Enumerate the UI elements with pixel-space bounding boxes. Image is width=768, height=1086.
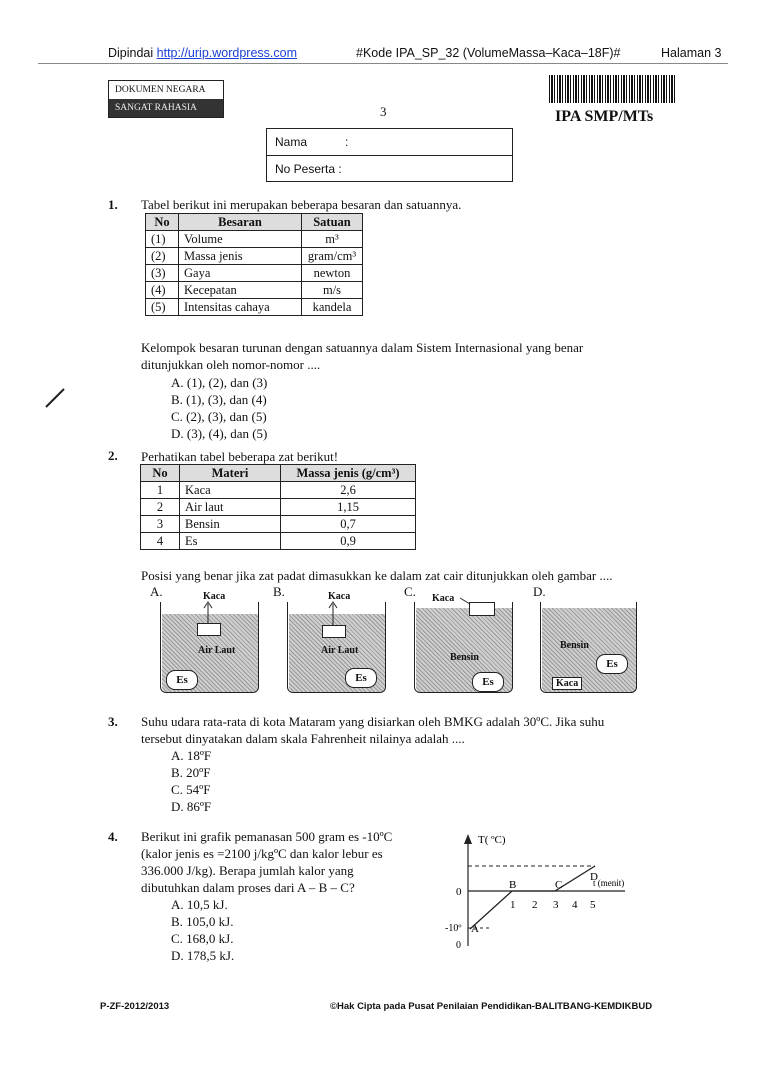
q3-option-c: C. 54ºF	[171, 782, 211, 797]
table-row: 2 Air laut 1,15	[141, 499, 416, 516]
identity-box	[266, 128, 513, 182]
pen-mark-icon	[40, 385, 70, 415]
figure-c-top-label: Kaca	[432, 593, 455, 604]
graph-x-tick-1: 1	[510, 899, 516, 911]
q4-line4: dibutuhkan dalam proses dari A – B – C?	[141, 880, 355, 895]
graph-x-tick-3: 3	[553, 899, 559, 911]
beaker-d-liquid-label: Bensin	[560, 640, 589, 651]
beaker-b-ice: Es	[345, 668, 377, 688]
beaker-c-ice: Es	[472, 672, 504, 692]
graph-point-d: D	[590, 871, 598, 883]
table-row: (2) Massa jenis gram/cm³	[146, 248, 363, 265]
q2-number: 2.	[108, 448, 118, 463]
header-page-label: Halaman 3	[661, 46, 722, 60]
table-row: 4 Es 0,9	[141, 533, 416, 550]
header-link[interactable]: http://urip.wordpress.com	[156, 46, 297, 60]
q4-option-a: A. 10,5 kJ.	[171, 897, 228, 912]
graph-x-tick-4: 4	[572, 899, 578, 911]
beaker-d-ice: Es	[596, 654, 628, 674]
footer-right: ©Hak Cipta pada Pusat Penilaian Pendidikan-BALITBANG-KEMDIKBUD	[330, 1001, 653, 1012]
figure-a-top-label: Kaca	[203, 591, 226, 602]
q3-number: 3.	[108, 714, 118, 729]
table-row: (3) Gaya newton	[146, 265, 363, 282]
barcode-icon	[549, 75, 677, 103]
graph-point-c: C	[555, 879, 563, 891]
figure-b-letter: B.	[273, 584, 285, 599]
beaker-c	[414, 602, 514, 694]
table-row: (5) Intensitas cahaya kandela	[146, 299, 363, 316]
figure-c-letter: C.	[404, 584, 416, 599]
heating-graph	[440, 828, 650, 958]
q3-option-a: A. 18ºF	[171, 748, 212, 763]
scanned-by-label: Dipindai http://urip.wordpress.com	[108, 46, 297, 60]
graph-y-tick-0: 0	[456, 886, 462, 898]
q1-question-line1: Kelompok besaran turunan dengan satuannya dalam Sistem Internasional yang benar	[141, 340, 584, 355]
q1-option-b: B. (1), (3), dan (4)	[171, 392, 267, 407]
graph-point-b: B	[509, 879, 517, 891]
table-row: (4) Kecepatan m/s	[146, 282, 363, 299]
q3-option-b: B. 20ºF	[171, 765, 211, 780]
doc-label-line2: SANGAT RAHASIA	[109, 99, 223, 117]
q2-header-materi: Materi	[180, 465, 281, 482]
q1-option-a: A. (1), (2), dan (3)	[171, 375, 268, 390]
q1-table	[145, 213, 363, 316]
q1-option-d: D. (3), (4), dan (5)	[171, 426, 268, 441]
table-row: 3 Bensin 0,7	[141, 516, 416, 533]
figure-b-arrow-icon	[327, 601, 339, 625]
table-row: (1) Volume m³	[146, 231, 363, 248]
graph-x-tick-2: 2	[532, 899, 538, 911]
q3-line1: Suhu udara rata-rata di kota Mataram yang disiarkan oleh BMKG adalah 30ºC. Jika suhu	[141, 714, 605, 729]
q4-number: 4.	[108, 829, 118, 844]
q1-option-c: C. (2), (3), dan (5)	[171, 409, 267, 424]
doc-classification-box	[108, 80, 224, 118]
q3-option-d: D. 86ºF	[171, 799, 212, 814]
q1-question-line2: ditunjukkan oleh nomor-nomor ....	[141, 357, 321, 372]
graph-y-label: T( ºC)	[478, 834, 506, 846]
beaker-d	[540, 602, 638, 694]
q2-header-no: No	[141, 465, 180, 482]
beaker-d-glass-block: Kaca	[552, 677, 582, 690]
beaker-a-liquid-label: Air Laut	[198, 645, 236, 656]
doc-label-line1: DOKUMEN NEGARA	[109, 81, 223, 99]
figure-d-letter: D.	[533, 584, 546, 599]
beaker-c-liquid-label: Bensin	[450, 652, 479, 663]
q2-header-massa: Massa jenis (g/cm³)	[281, 465, 416, 482]
figure-c-arrow-icon	[458, 596, 474, 606]
graph-y-arrow-icon	[464, 834, 472, 844]
graph-heating-curve	[470, 866, 595, 929]
q2-intro: Perhatikan tabel beberapa zat berikut!	[141, 449, 339, 464]
q4-line1: Berikut ini grafik pemanasan 500 gram es -10ºC	[141, 829, 393, 844]
scan-header	[0, 0, 768, 64]
subject-title: IPA SMP/MTs	[555, 108, 654, 125]
figure-b-top-label: Kaca	[328, 591, 351, 602]
name-row: Nama :	[267, 129, 512, 156]
graph-x-tick-5: 5	[590, 899, 596, 911]
figure-a-letter: A.	[150, 584, 163, 599]
graph-point-a: A	[471, 923, 479, 935]
q4-option-d: D. 178,5 kJ.	[171, 948, 235, 963]
q1-intro: Tabel berikut ini merupakan beberapa besaran dan satuannya.	[141, 197, 462, 212]
q1-header-no: No	[146, 214, 179, 231]
beaker-a-glass-block	[197, 623, 221, 636]
graph-origin-label: 0	[456, 940, 461, 951]
q4-option-c: C. 168,0 kJ.	[171, 931, 234, 946]
q3-line2: tersebut dinyatakan dalam skala Fahrenheit nilainya adalah ....	[141, 731, 465, 746]
figure-a-arrow-icon	[202, 601, 214, 623]
q2-table	[140, 464, 416, 550]
footer-left: P-ZF-2012/2013	[100, 1001, 170, 1012]
graph-x-label: t (menit)	[593, 878, 625, 888]
header-rule	[38, 63, 728, 64]
table-row: 1 Kaca 2,6	[141, 482, 416, 499]
beaker-b-liquid-label: Air Laut	[321, 645, 359, 656]
page-number: 3	[380, 104, 387, 119]
q1-header-besaran: Besaran	[179, 214, 302, 231]
header-code: #Kode IPA_SP_32 (VolumeMassa–Kaca–18F)#	[356, 46, 621, 60]
q1-number: 1.	[108, 197, 118, 212]
q2-question: Posisi yang benar jika zat padat dimasukkan ke dalam zat cair ditunjukkan oleh gambar ....	[141, 568, 613, 583]
beaker-b-glass-block	[322, 625, 346, 638]
q1-header-satuan: Satuan	[302, 214, 363, 231]
q4-line3: 336.000 J/kg). Berapa jumlah kalor yang	[141, 863, 354, 878]
q4-option-b: B. 105,0 kJ.	[171, 914, 234, 929]
beaker-a-ice: Es	[166, 670, 198, 690]
graph-y-tick-minus10: -10º	[445, 923, 462, 934]
participant-row: No Peserta :	[275, 162, 342, 176]
q4-line2: (kalor jenis es =2100 j/kgºC dan kalor lebur es	[141, 846, 383, 861]
